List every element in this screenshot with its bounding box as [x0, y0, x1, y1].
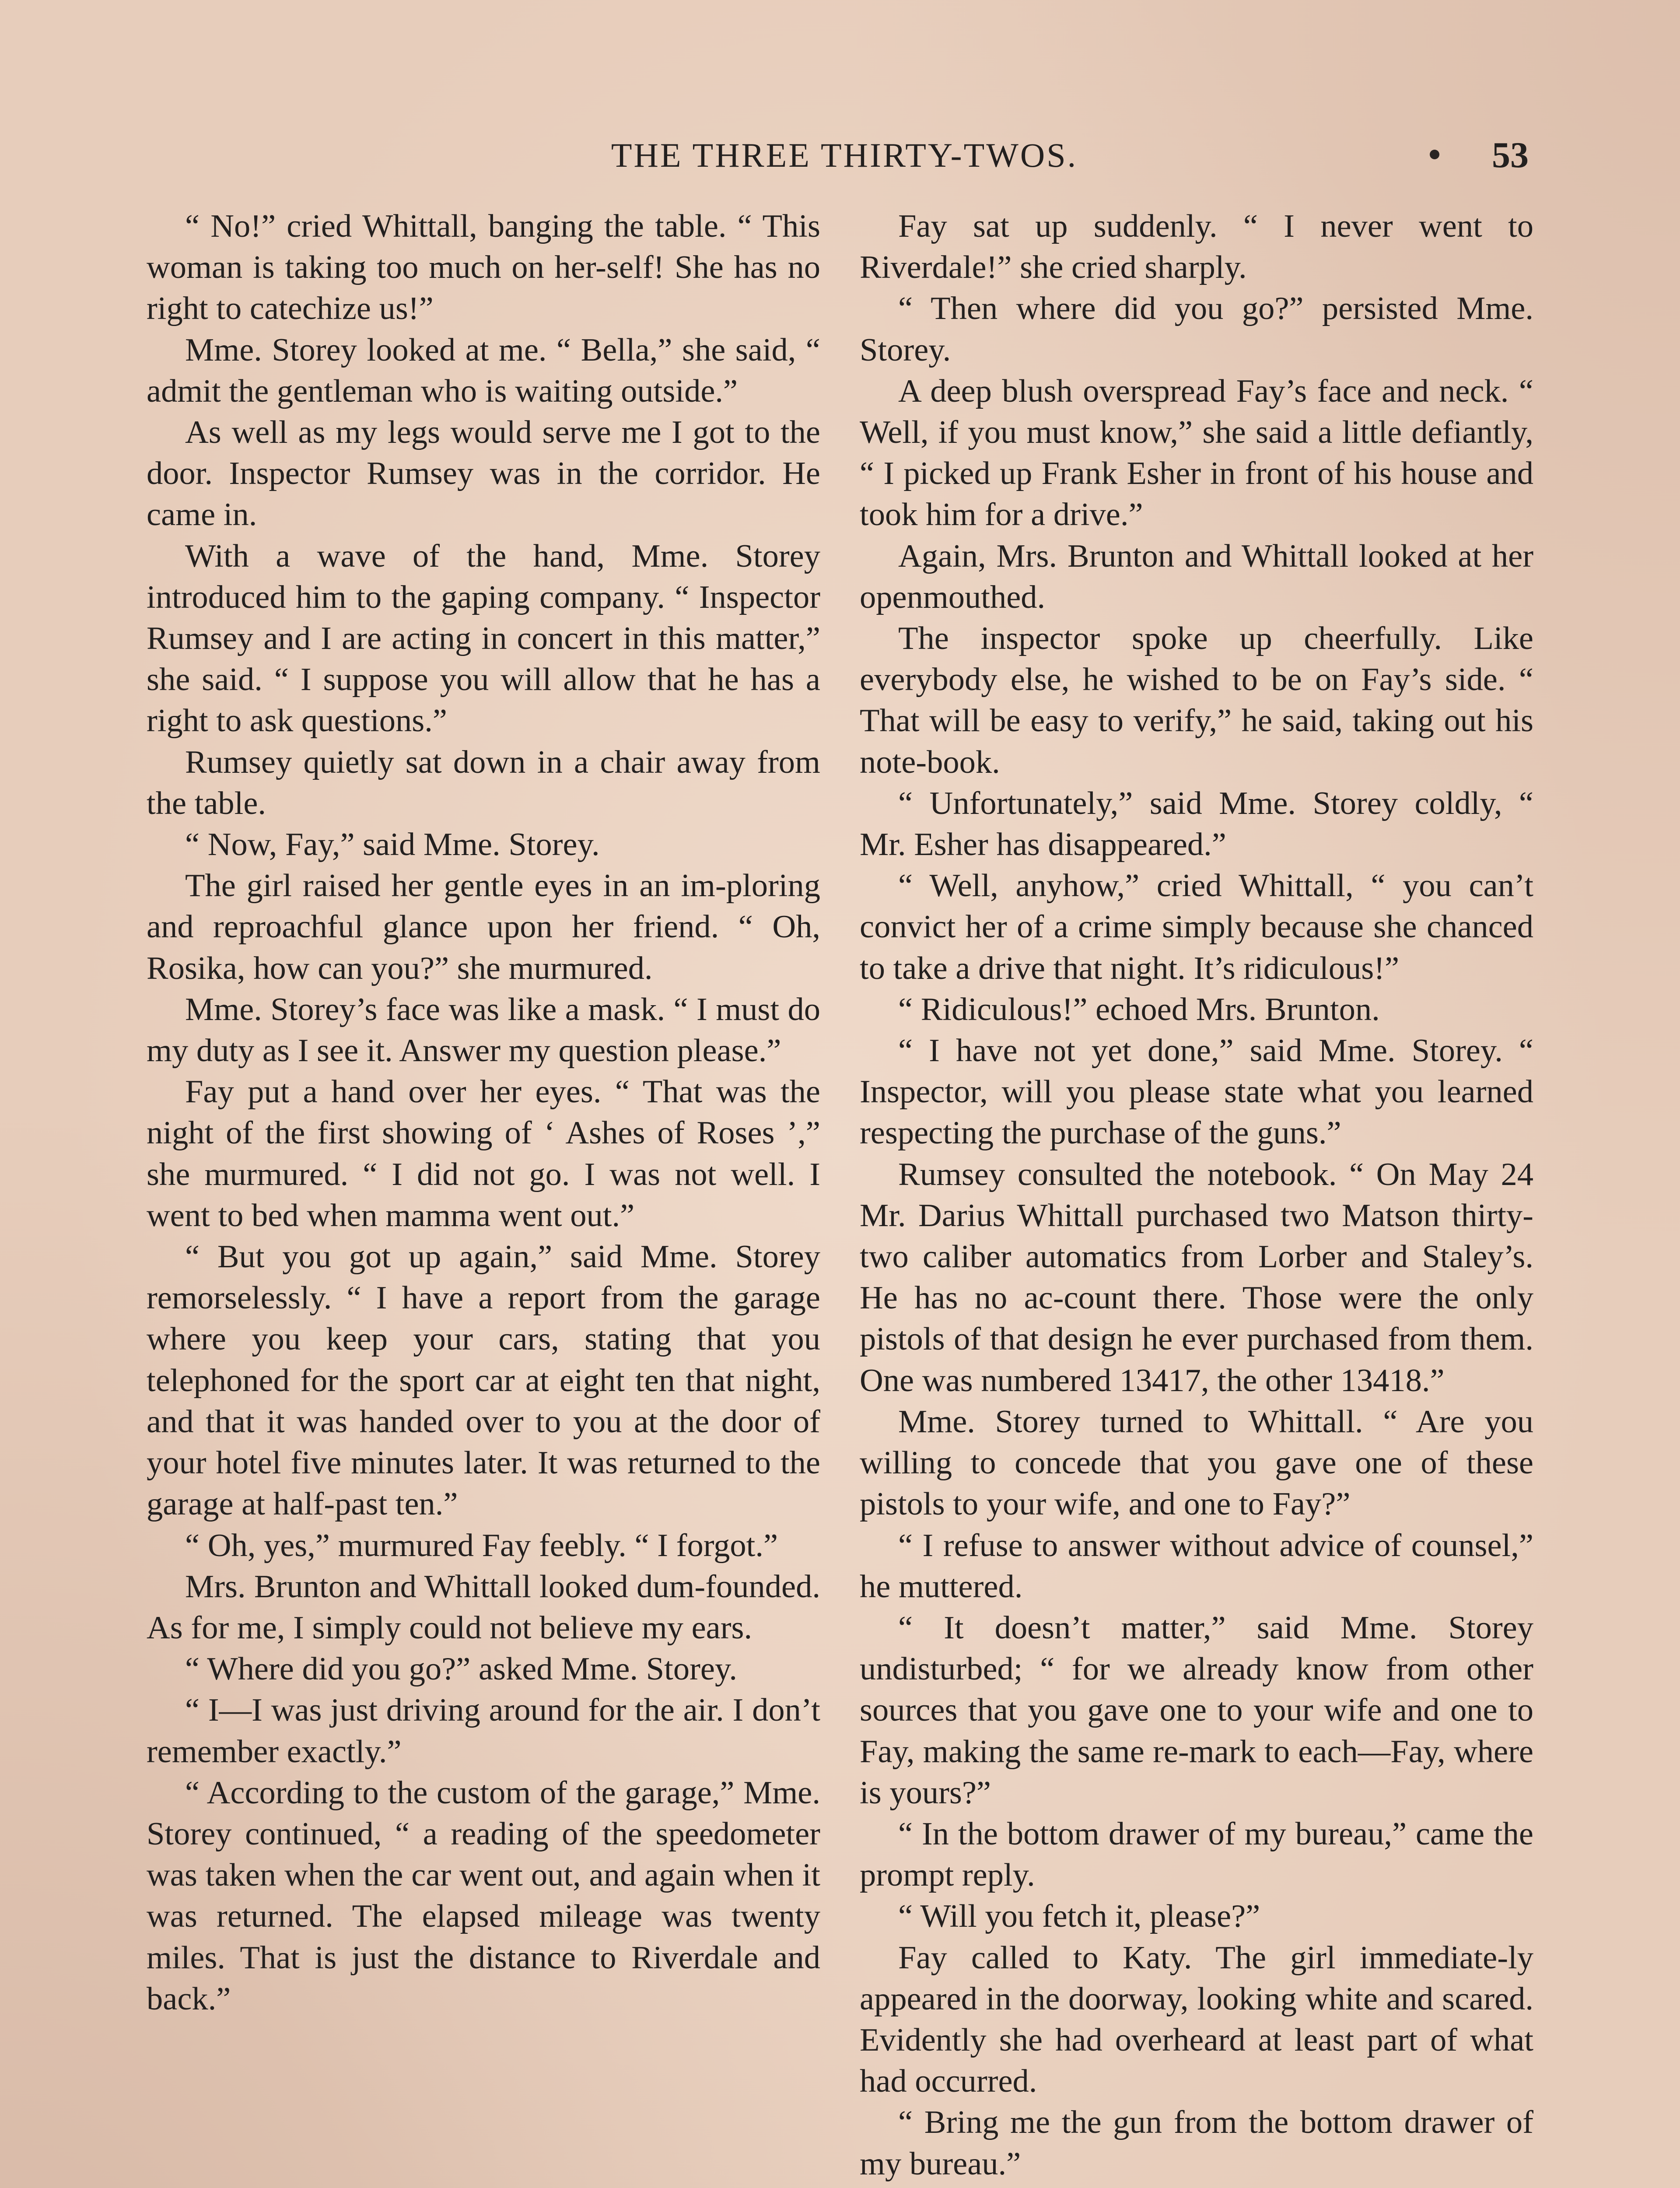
- paragraph: “ But you got up again,” said Mme. Storey remorselessly. “ I have a report from the garage where you keep your cars, stating that you telephoned for the sport car at eight ten that night, and that it was handed over to you at the door of your hotel five minutes later. It was returned to the garage at half-past ten.”: [147, 1239, 820, 1522]
- paragraph: A deep blush overspread Fay’s face and neck. “ Well, if you must know,” she said a little defiantly, “ I picked up Frank Esher in front of his house and took him for a drive.”: [860, 373, 1533, 533]
- right-text-column: [860, 206, 1533, 2184]
- paragraph: Rumsey quietly sat down in a chair away from the table.: [147, 744, 820, 821]
- paragraph: “ I refuse to answer without advice of counsel,” he muttered.: [860, 1527, 1533, 1605]
- paragraph: The girl raised her gentle eyes in an im-ploring and reproachful glance upon her friend. “ Oh, Rosika, how can you?” she murmured.: [147, 868, 820, 986]
- paragraph: “ Now, Fay,” said Mme. Storey.: [185, 827, 600, 863]
- paragraph: “ Bring me the gun from the bottom drawer of my bureau.”: [860, 2104, 1533, 2182]
- paragraph: “ Will you fetch it, please?”: [898, 1898, 1260, 1935]
- paragraph: Again, Mrs. Brunton and Whittall looked at her openmouthed.: [860, 538, 1533, 615]
- paragraph: “ No!” cried Whittall, banging the table. “ This woman is taking too much on her-self! She has no right to catechize us!”: [147, 208, 820, 327]
- paragraph: “ I have not yet done,” said Mme. Storey. “ Inspector, will you please state what you learned respecting the purchase of the guns.”: [860, 1033, 1533, 1151]
- paragraph: “ I—I was just driving around for the air. I don’t remember exactly.”: [147, 1692, 820, 1770]
- paragraph: Fay sat up suddenly. “ I never went to Riverdale!” she cried sharply.: [860, 208, 1533, 286]
- paragraph: Fay called to Katy. The girl immediate-ly appeared in the doorway, looking white and scared. Evidently she had overheard at least part of what had occurred.: [860, 1939, 1533, 2100]
- paragraph: “ In the bottom drawer of my bureau,” came the prompt reply.: [860, 1816, 1533, 1893]
- paragraph: The inspector spoke up cheerfully. Like everybody else, he wished to be on Fay’s side. “ That will be easy to verify,” he said, taking out his note-book.: [860, 621, 1533, 780]
- paragraph: “ Ridiculous!” echoed Mrs. Brunton.: [898, 991, 1380, 1027]
- paragraph: Mme. Storey’s face was like a mask. “ I must do my duty as I see it. Answer my question please.”: [147, 991, 820, 1069]
- page-number: 53: [1492, 135, 1529, 175]
- paragraph: “ Well, anyhow,” cried Whittall, “ you can’t convict her of a crime simply because she chanced to take a drive that night. It’s ridiculous!”: [860, 868, 1533, 986]
- paragraph: “ Where did you go?” asked Mme. Storey.: [185, 1651, 737, 1687]
- paragraph: Mme. Storey looked at me. “ Bella,” she said, “ admit the gentleman who is waiting outside.”: [147, 332, 820, 409]
- paragraph: “ It doesn’t matter,” said Mme. Storey undisturbed; “ for we already know from other sources that you gave one to your wife and one to Fay, making the same re-mark to each—Fay, where is yours?”: [860, 1609, 1533, 1811]
- paragraph: “ According to the custom of the garage,” Mme. Storey continued, “ a reading of the speedometer was taken when the car went out, and again when it was returned. The elapsed mileage was twenty miles. That is just the distance to Riverdale and back.”: [147, 1774, 820, 2017]
- paragraph: Fay put a hand over her eyes. “ That was the night of the first showing of ‘ Ashes of Roses ’,” she murmured. “ I did not go. I was not well. I went to bed when mamma went out.”: [147, 1074, 820, 1234]
- paragraph: “ Oh, yes,” murmured Fay feebly. “ I forgot.”: [185, 1527, 778, 1564]
- paragraph: As well as my legs would serve me I got to the door. Inspector Rumsey was in the corridor. He came in.: [147, 414, 820, 533]
- paragraph: “ Unfortunately,” said Mme. Storey coldly, “ Mr. Esher has disappeared.”: [860, 785, 1533, 863]
- paragraph: “ Then where did you go?” persisted Mme. Storey.: [860, 291, 1533, 368]
- paragraph: Rumsey consulted the notebook. “ On May 24 Mr. Darius Whittall purchased two Matson thirty-two caliber automatics from Lorber and Staley’s. He has no ac-count there. Those were the only pistols of that design he ever purchased from them. One was numbered 13417, the other 13418.”: [860, 1156, 1533, 1399]
- left-text-column: [147, 206, 820, 2020]
- paragraph: Mme. Storey turned to Whittall. “ Are you willing to concede that you gave one of these pistols to your wife, and one to Fay?”: [860, 1403, 1533, 1522]
- running-header: [0, 131, 1680, 179]
- paragraph: With a wave of the hand, Mme. Storey introduced him to the gaping company. “ Inspector Rumsey and I are acting in concert in this matter,” she said. “ I suppose you will allow that he has a right to ask questions.”: [147, 538, 820, 739]
- paragraph: Mrs. Brunton and Whittall looked dum-founded. As for me, I simply could not believe my ears.: [147, 1568, 820, 1646]
- header-bullet: [1430, 150, 1439, 159]
- running-title: THE THREE THIRTY-TWOS.: [611, 136, 1078, 174]
